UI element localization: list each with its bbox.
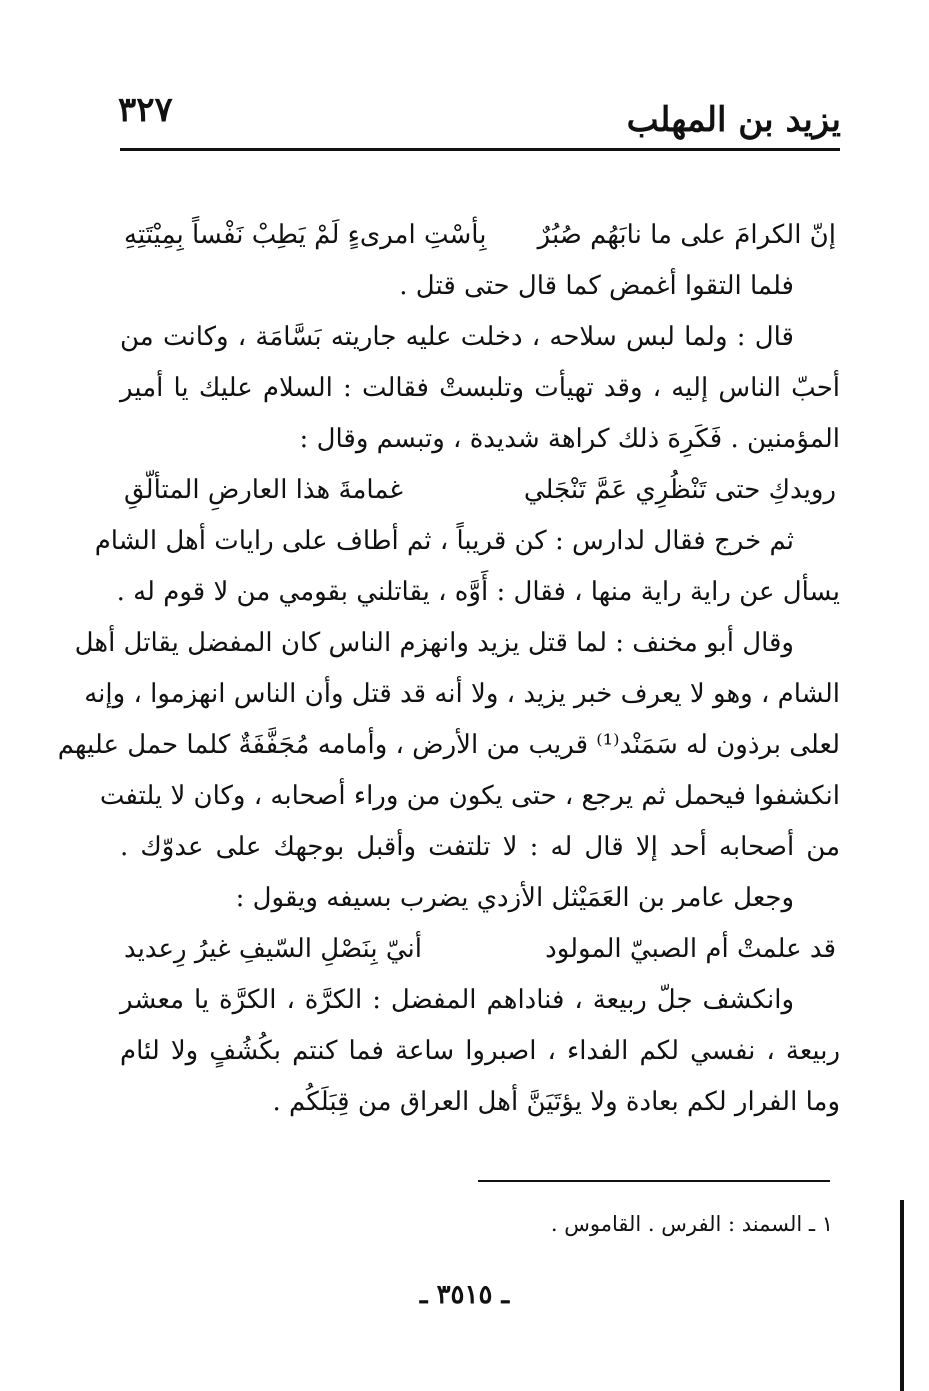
text-line: وقال أبو مخنف : لما قتل يزيد وانهزم الناس كان المفضل يقاتل أهل [74,628,794,658]
text-line: انكشفوا فيحمل ثم يرجع ، حتى يكون من وراء أصحابه ، وكان لا يلتفت [99,781,840,811]
text-line: وانكشف جلّ ربيعة ، فناداهم المفضل : الكرَّة ، الكرَّة يا معشر [120,985,794,1015]
verse-hemistich-left: بِأسْتِ امرىءٍ لَمْ يَطِبْ نَفْساً بِمِيْتَتِهِ [124,220,487,250]
text-line: المؤمنين . فَكَرِهَ ذلك كراهة شديدة ، وتبسم وقال : [299,424,840,454]
verse-hemistich-right: رويدكِ حتى تَنْظُرِي عَمَّ تَنْجَلي [523,475,836,505]
text-line: وما الفرار لكم بعادة ولا يؤتَيَنَّ أهل العراق من قِبَلَكُم . [272,1087,840,1117]
verse-hemistich-right: قد علمتْ أم الصبيّ المولود [545,934,836,964]
header-rule [120,148,840,151]
verse-line [120,924,840,975]
header-page-number: ٣٢٧ [118,90,173,130]
text-line: من أصحابه أحد إلا قال له : لا تلتفت وأقبل بوجهك على عدوّك . [120,832,840,862]
text-line: الشام ، وهو لا يعرف خبر يزيد ، ولا أنه قد قتل وأن الناس انهزموا ، وإنه [84,679,840,709]
text-line: وجعل عامر بن العَمَيْثل الأزدي يضرب بسيفه ويقول : [235,883,794,913]
running-header-title: يزيد بن المهلب [626,100,841,140]
text-line: ربيعة ، نفسي لكم الفداء ، اصبروا ساعة فما كنتم بكُشُفٍ ولا لئام [120,1036,840,1066]
footnote-rule [478,1180,830,1182]
verse-hemistich-left: أنيّ بِنَصْلِ السّيفِ غيرُ رِعديد [124,934,422,964]
verse-hemistich-left: غمامةَ هذا العارضِ المتألّقِ [124,475,403,505]
footer-page-number: ـ ٣٥١٥ ـ [419,1280,510,1310]
verse-line [120,210,840,261]
verse-line [120,465,840,516]
footnote: ١ ـ السمند : الفرس . القاموس . [550,1212,833,1236]
text-line: ثم خرج فقال لدارس : كن قريباً ، ثم أطاف على رايات أهل الشام [94,526,794,556]
text-line: أحبّ الناس إليه ، وقد تهيأت وتلبستْ فقالت : السلام عليك يا أمير [120,373,840,403]
verse-hemistich-right: إنّ الكرامَ على ما نابَهُم صُبُرٌ [537,220,836,250]
text-line: لعلى برذون له سَمَنْد⁽¹⁾ قريب من الأرض ، وأمامه مُجَفَّفَةٌ كلما حمل عليهم [57,730,840,760]
text-line: فلما التقوا أغمض كما قال حتى قتل . [399,271,794,301]
text-line: قال : ولما لبس سلاحه ، دخلت عليه جاريته بَسَّامَة ، وكانت من [120,322,794,352]
body-text [57,210,840,1128]
text-line: يسأل عن راية راية منها ، فقال : أَوَّه ، يقاتلني بقومي من لا قوم له . [116,577,840,607]
margin-mark [900,1200,904,1391]
